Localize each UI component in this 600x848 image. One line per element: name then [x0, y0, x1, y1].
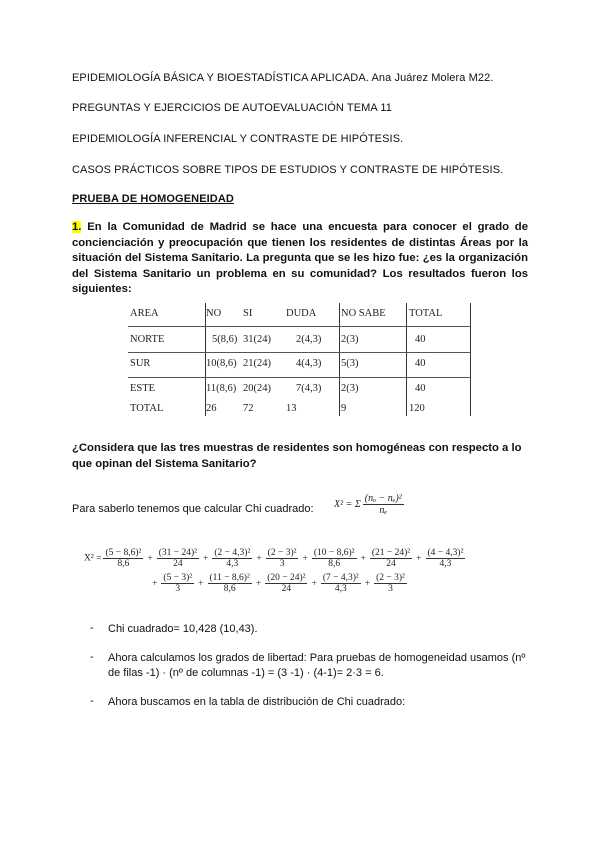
table-cell: TOTAL — [130, 403, 164, 414]
table-cell: 72 — [243, 403, 254, 414]
plus-sign: + — [147, 553, 153, 564]
fraction-term: $\frac{\text{(5 − 8,6)²}}{8,6}$ — [105, 548, 142, 569]
table-cell: 21(24) — [243, 358, 271, 369]
table-header-cell: SI — [243, 308, 253, 319]
data-table — [128, 303, 471, 416]
formula-lhs: X² = Σ — [334, 499, 361, 510]
header-line-4: CASOS PRÁCTICOS SOBRE TIPOS DE ESTUDIOS Y CONTRASTE DE HIPÓTESIS. — [72, 164, 504, 176]
plus-sign: + — [152, 578, 158, 589]
table-cell: 40 — [415, 358, 426, 369]
formula-numerator: (nₒ − nₑ)² — [364, 493, 402, 504]
table-cell: 10(8,6) — [206, 358, 237, 369]
table-cell: 20(24) — [243, 383, 271, 394]
plus-sign: + — [302, 553, 308, 564]
plus-sign: + — [416, 553, 422, 564]
fraction-term: $\frac{\text{(2 − 3)²}}{3}$ — [376, 573, 405, 594]
table-cell: 7(4,3) — [296, 383, 322, 394]
table-cell: 2(3) — [341, 383, 359, 394]
table-cell: 40 — [415, 334, 426, 345]
table-cell: 2(4,3) — [296, 334, 322, 345]
plus-sign: + — [198, 578, 204, 589]
table-cell: 9 — [341, 403, 347, 414]
table-header-cell: NO SABE — [341, 308, 386, 319]
fraction-term: $\frac{\text{(7 − 4,3)²}}{4,3}$ — [322, 573, 359, 594]
table-header-cell: TOTAL — [409, 308, 443, 319]
chi-square-expansion-line-1 — [84, 548, 467, 569]
plus-sign: + — [360, 553, 366, 564]
homogeneity-question: ¿Considera que las tres muestras de residentes son homogéneas con respecto a lo que opinan del Sistema Sanitario? — [72, 442, 522, 470]
plus-sign: + — [364, 578, 371, 589]
header-line-3: EPIDEMIOLOGÍA INFERENCIAL Y CONTRASTE DE HIPÓTESIS. — [72, 133, 404, 145]
section-title: PRUEBA DE HOMOGENEIDAD — [72, 193, 234, 205]
table-cell: SUR — [130, 358, 151, 369]
table-cell: 13 — [286, 403, 297, 414]
table-cell: 5(8,6) — [212, 334, 238, 345]
question-1 — [72, 220, 528, 298]
bullet-distribution-table: Ahora buscamos en la tabla de distribución de Chi cuadrado: — [108, 696, 406, 708]
bullet-degrees-freedom: Ahora calculamos los grados de libertad: Para pruebas de homogeneidad usamos (nº de filas -1) · (nº de columnas -1) = (3 -1) · (4-1)= 2·3 = 6. — [108, 652, 526, 679]
fraction-term: $\frac{\text{(5 − 3)²}}{3}$ — [163, 573, 193, 594]
question-number: 1. — [72, 221, 82, 233]
fraction-term: $\frac{\text{(10 − 8,6)²}}{8,6}$ — [313, 548, 355, 569]
calc-intro: Para saberlo tenemos que calcular Chi cuadrado: — [72, 503, 314, 515]
header-line-2: PREGUNTAS Y EJERCICIOS DE AUTOEVALUACIÓN TEMA 11 — [72, 102, 393, 114]
plus-sign: + — [256, 553, 262, 564]
fraction-term: $\frac{\text{(31 − 24)²}}{24}$ — [158, 548, 198, 569]
table-cell: 5(3) — [341, 358, 359, 369]
table-cell: 2(3) — [341, 334, 359, 345]
fraction-term: $\frac{\text{(4 − 4,3)²}}{4,3}$ — [427, 548, 464, 569]
bullet-marker: - — [90, 622, 94, 634]
fraction-term: $\frac{\text{(11 − 8,6)²}}{8,6}$ — [209, 573, 250, 594]
formula-denominator: nₑ — [379, 505, 388, 516]
table-cell: 31(24) — [243, 334, 271, 345]
fraction-term: $\frac{\text{(2 − 3)²}}{3}$ — [267, 548, 297, 569]
table-cell: 4(4,3) — [296, 358, 322, 369]
chi-square-expansion-line-2 — [150, 573, 409, 594]
plus-sign: + — [203, 553, 209, 564]
table-cell: 40 — [415, 383, 426, 394]
table-cell: 11(8,6) — [206, 383, 237, 394]
table-cell: ESTE — [130, 383, 156, 394]
table-cell: 26 — [206, 403, 217, 414]
table-header-cell: DUDA — [286, 308, 317, 319]
table-header-cell: AREA — [130, 308, 159, 319]
formula-lhs: X² = — [84, 553, 102, 564]
table-header-cell: NO — [206, 308, 222, 319]
bullet-marker: - — [90, 651, 94, 663]
header-line-1: EPIDEMIOLOGÍA BÁSICA Y BIOESTADÍSTICA APLICADA. Ana Juárez Molera M22. — [72, 72, 494, 84]
chi-square-general-formula — [334, 493, 406, 516]
fraction-term: $\frac{\text{(21 − 24)²}}{24}$ — [371, 548, 411, 569]
plus-sign: + — [255, 578, 262, 589]
table-cell: 120 — [409, 403, 425, 414]
fraction-term: $\frac{\text{(20 − 24)²}}{24}$ — [267, 573, 306, 594]
question-text: En la Comunidad de Madrid se hace una encuesta para conocer el grado de concienciación y preocupación que tienen los residentes de distintas Áreas por la situación del Sistema Sanitario. La pregunta que se les hizo fue: ¿es la organización del Sistema Sanitario un problema en su comunidad? Los resultados fueron los siguientes: — [72, 221, 528, 295]
table-cell: NORTE — [130, 334, 165, 345]
bullet-chi-result: Chi cuadrado= 10,428 (10,43). — [108, 623, 258, 635]
bullet-marker: - — [90, 695, 94, 707]
plus-sign: + — [311, 578, 317, 589]
fraction-term: $\frac{\text{(2 − 4,3)²}}{4,3}$ — [214, 548, 251, 569]
